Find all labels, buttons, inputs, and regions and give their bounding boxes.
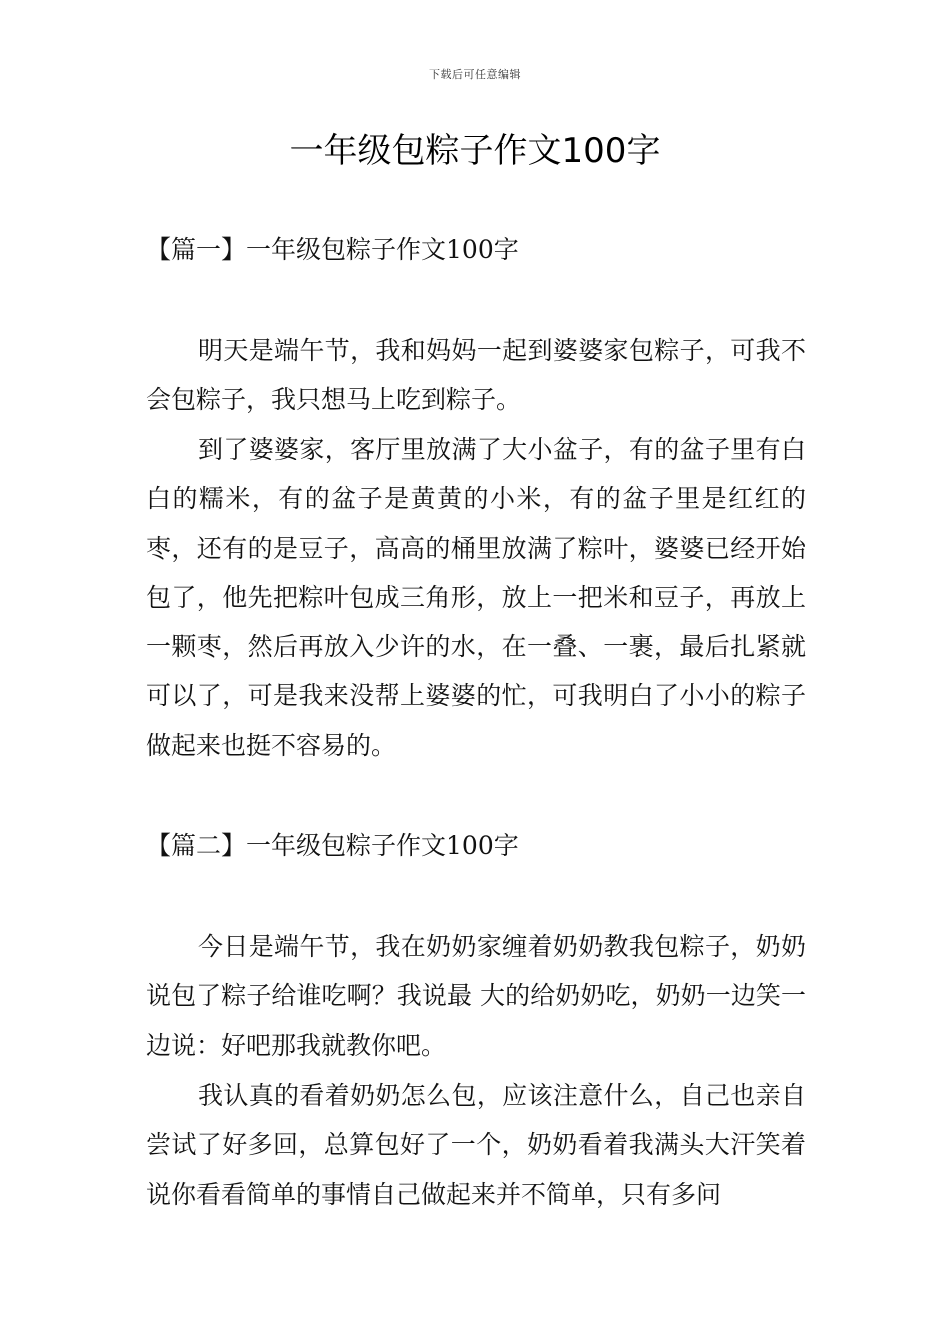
paragraph: 明天是端午节，我和妈妈一起到婆婆家包粽子，可我不会包粽子，我只想马上吃到粽子。 bbox=[146, 336, 806, 415]
section-heading-1: 【篇一】一年级包粽子作文100字 bbox=[146, 235, 519, 264]
header-note: 下载后可任意编辑 bbox=[429, 68, 521, 81]
paragraph: 我认真的看着奶奶怎么包，应该注意什么，自己也亲自尝试了好多回，总算包好了一个，奶奶看着我满头大汗笑着说你看看简单的事情自己做起来并不简单，只有多问 bbox=[146, 1081, 806, 1209]
section-heading-2: 【篇二】一年级包粽子作文100字 bbox=[146, 831, 519, 860]
paragraph: 今日是端午节，我在奶奶家缠着奶奶教我包粽子，奶奶说包了粽子给谁吃啊？我说最 大的给奶奶吃，奶奶一边笑一边说：好吧那我就教你吧。 bbox=[146, 932, 806, 1060]
document-title: 一年级包粽子作文100字 bbox=[289, 131, 661, 171]
paragraph: 到了婆婆家，客厅里放满了大小盆子，有的盆子里有白白的糯米，有的盆子是黄黄的小米，有的盆子里是红红的枣，还有的是豆子，高高的桶里放满了粽叶，婆婆已经开始包了，他先把粽叶包成三角形，放上一把米和豆子，再放上一颗枣，然后再放入少许的水，在一叠、一裹，最后扎紧就可以了，可是我来没帮上婆婆的忙，可我明白了小小的粽子做起来也挺不容易的。 bbox=[146, 435, 806, 760]
